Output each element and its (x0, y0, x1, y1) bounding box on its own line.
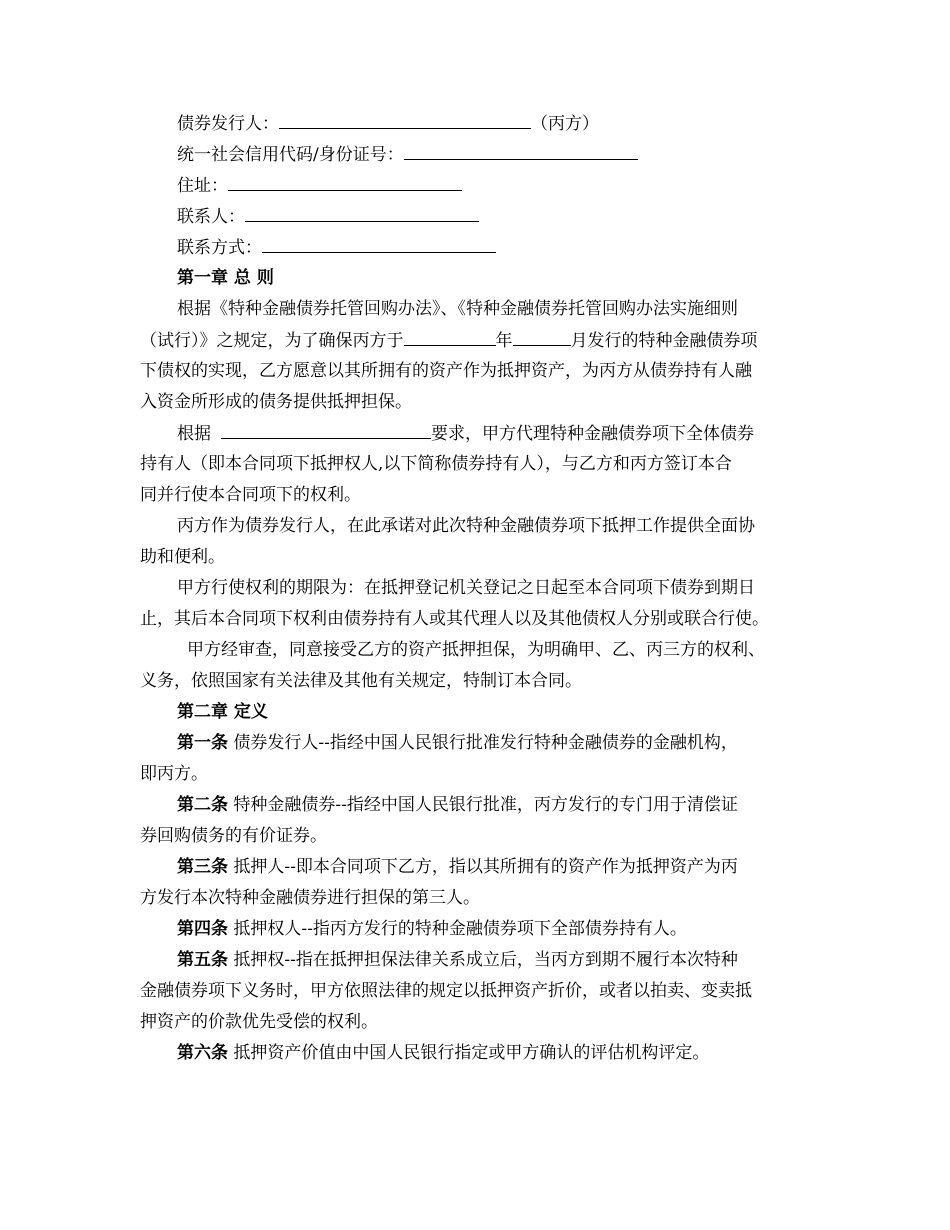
contract-body (140, 108, 820, 1069)
p2-line1 (140, 418, 820, 449)
p3-line2: 助和便利。 (140, 547, 225, 567)
contact-label: 联系人： (177, 207, 245, 227)
article-number: 第二条 (177, 795, 228, 815)
address-label: 住址： (177, 176, 228, 196)
p4-line1: 甲方行使权利的期限为：在抵押登记机关登记之日起至本合同项下债券到期日 (177, 578, 755, 598)
p5-line2: 义务，依照国家有关法律及其他有关规定，特制订本合同。 (140, 671, 582, 691)
article-number: 第四条 (177, 919, 228, 939)
article-number: 第六条 (177, 1043, 228, 1063)
p2-line1-b: 要求，甲方代理特种金融债券项下全体债券 (431, 424, 754, 444)
p2-line2: 持有人（即本合同项下抵押权人,以下简称债券持有人），与乙方和丙方签订本合 (140, 454, 732, 474)
article-5-line3: 押资产的价款优先受偿的权利。 (140, 1012, 378, 1032)
article-5-line1 (140, 945, 820, 976)
year-blank (404, 325, 496, 346)
article-6-line1 (140, 1038, 820, 1069)
contact-blank (245, 201, 479, 222)
article-1-line2: 即丙方。 (140, 764, 208, 784)
issuer-label: 债券发行人： (177, 114, 279, 134)
address-line (140, 170, 820, 201)
credit-code-label: 统一社会信用代码/身份证号： (177, 145, 404, 165)
contact-method-label: 联系方式： (177, 238, 262, 258)
contact-method-line (140, 232, 820, 263)
article-text: 债券发行人--指经中国人民银行批准发行特种金融债券的金融机构， (233, 733, 738, 753)
p1-line2-c: 月发行的特种金融债券项 (570, 331, 758, 351)
issuer-blank (279, 108, 531, 129)
article-number: 第三条 (177, 857, 228, 877)
p2-line1-a: 根据 (177, 424, 211, 444)
article-number: 第一条 (177, 733, 228, 753)
p5-line1: 甲方经审查，同意接受乙方的资产抵押担保，为明确甲、乙、丙三方的权利、 (187, 640, 765, 660)
p1-line3: 下债权的实现，乙方愿意以其所拥有的资产作为抵押资产，为丙方从债券持有人融 (140, 361, 752, 381)
article-text: 抵押人--即本合同项下乙方，指以其所拥有的资产作为抵押资产为丙 (233, 857, 738, 877)
issuer-suffix: （丙方） (531, 114, 599, 134)
article-2-line2: 券回购债务的有价证券。 (140, 826, 327, 846)
p1-line1: 根据《特种金融债券托管回购办法》、《特种金融债券托管回购办法实施细则 (177, 299, 738, 319)
p1-line2 (140, 325, 820, 356)
article-2-line1 (140, 790, 820, 821)
article-text: 特种金融债券--指经中国人民银行批准，丙方发行的专门用于清偿证 (233, 795, 738, 815)
article-1-line1 (140, 728, 820, 759)
p1-line4: 入资金所形成的债务提供抵押担保。 (140, 392, 412, 412)
article-number: 第五条 (177, 950, 228, 970)
article-text: 抵押权--指在抵押担保法律关系成立后，当丙方到期不履行本次特种 (233, 950, 738, 970)
chapter2-title: 第二章 定义 (177, 702, 268, 722)
month-blank (513, 325, 571, 346)
p2-line3: 同并行使本合同项下的权利。 (140, 485, 361, 505)
basis-blank (221, 418, 431, 439)
article-3-line1 (140, 852, 820, 883)
article-4-line1 (140, 914, 820, 945)
contact-method-blank (262, 232, 496, 253)
p1-line2-a: （试行）》之规定，为了确保丙方于 (140, 331, 404, 351)
p1-line2-b: 年 (495, 331, 513, 351)
article-text: 抵押资产价值由中国人民银行指定或甲方确认的评估机构评定。 (233, 1043, 710, 1063)
p4-line2: 止，其后本合同项下权利由债券持有人或其代理人以及其他债权人分别或联合行使。 (140, 609, 769, 629)
article-text: 抵押权人--指丙方发行的特种金融债券项下全部债券持有人。 (233, 919, 687, 939)
p3-line1: 丙方作为债券发行人，在此承诺对此次特种金融债券项下抵押工作提供全面协 (177, 516, 755, 536)
article-5-line2: 金融债券项下义务时，甲方依照法律的规定以抵押资产折价，或者以拍卖、变卖抵 (140, 981, 752, 1001)
article-3-line2: 方发行本次特种金融债券进行担保的第三人。 (140, 888, 480, 908)
chapter1-title: 第一章 总 则 (177, 268, 274, 288)
issuer-line (140, 108, 820, 139)
credit-code-line (140, 139, 820, 170)
address-blank (228, 170, 462, 191)
contact-line (140, 201, 820, 232)
credit-code-blank (404, 139, 638, 160)
